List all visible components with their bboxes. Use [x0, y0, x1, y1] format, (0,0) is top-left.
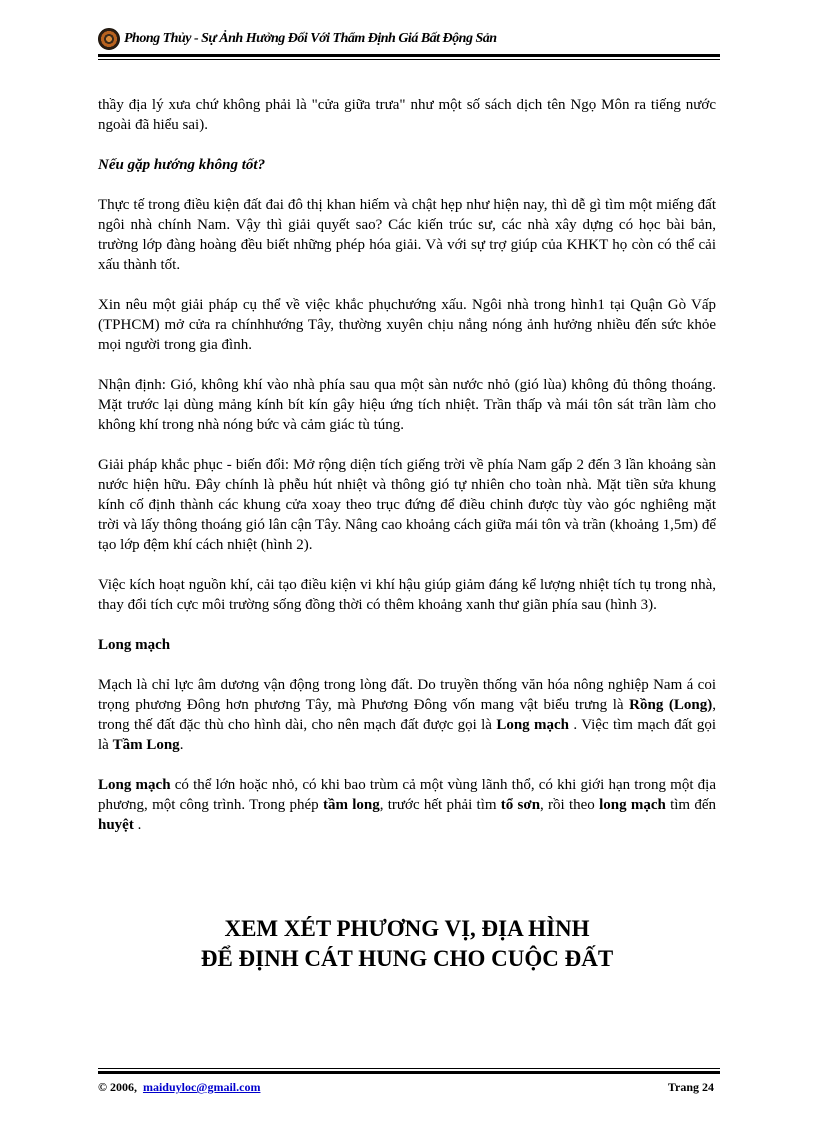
section-heading-long-mach: Long mạch	[98, 637, 171, 653]
text-run: .	[179, 737, 184, 753]
bold-term: long mạch	[599, 797, 666, 813]
bold-term: Rồng (Long)	[629, 697, 713, 713]
text-run: . Việc tìm mạch đất gọi là	[98, 717, 716, 753]
paragraph-8	[98, 775, 716, 835]
copyright-text: © 2006,	[98, 1080, 137, 1094]
text-run: .	[133, 817, 142, 833]
document-body	[98, 95, 716, 835]
chapter-title	[98, 914, 716, 974]
text-run: , rồi theo	[540, 797, 600, 813]
paragraph-3: Xin nêu một giải pháp cụ thể về việc khắc phụchướng xấu. Ngôi nhà trong hình1 tại Quận Gò Vấp (TPHCM) mở cửa ra chínhhướng Tây, thường xuyên chịu nắng nóng ảnh hưởng nhiều đến sức khỏe mọi người trong gia đình.	[98, 297, 716, 353]
header-rule-thin	[98, 59, 720, 60]
paragraph-7	[98, 675, 716, 755]
text-run: tìm đến	[665, 797, 717, 813]
chapter-title-line-2: ĐỂ ĐỊNH CÁT HUNG CHO CUỘC ĐẤT	[200, 946, 614, 971]
chapter-title-line-1: XEM XÉT PHƯƠNG VỊ, ĐỊA HÌNH	[224, 916, 590, 941]
header-title: Phong Thủy - Sự Ảnh Hưởng Đối Với Thẩm Định Giá Bất Động Sản	[124, 31, 497, 46]
text-run: , trước hết phải tìm	[379, 797, 501, 813]
section-heading-bad-direction: Nếu gặp hướng không tốt?	[98, 157, 266, 173]
bold-term: huyệt	[98, 817, 134, 833]
bold-term: tổ sơn	[500, 797, 541, 813]
text-run: Mạch là chỉ lực âm dương vận động trong lòng đất. Do truyền thống văn hóa nông nghiệp Nam á coi trọng phương Đông hơn phương Tây, mà Phương Đông vốn mang vật biểu trưng là	[98, 677, 716, 713]
paragraph-5: Giải pháp khắc phục - biến đổi: Mở rộng diện tích giếng trời về phía Nam gấp 2 đến 3 lần khoảng sàn nước hiện hữu. Đây chính là phễu hút nhiệt và thông gió tự nhiên cho toàn nhà. Mặt tiền sửa khung kính cố định thành các khung cửa xoay theo trục đứng để điều chỉnh được tùy vào góc nghiêng mặt trời và lấy thông thoáng gió lân cận Tây. Nâng cao khoảng cách giữa mái tôn và trần (khoảng 1,5m) để tạo lớp đệm khí cách nhiệt (hình 2).	[98, 457, 716, 553]
bold-term: Tầm Long	[112, 737, 180, 753]
bold-term: Long mạch	[496, 717, 570, 733]
paragraph-1: thầy địa lý xưa chứ không phải là "cửa giữa trưa" như một số sách dịch tên Ngọ Môn ra tiếng nước ngoài đã hiểu sai).	[98, 97, 716, 133]
bold-term: Long mạch	[98, 777, 171, 793]
text-run: , trong thế đất đặc thù cho hình dài, cho nên mạch đất được gọi là	[98, 697, 716, 733]
yin-yang-compass-icon	[98, 28, 120, 50]
footer-rule-thick	[98, 1071, 720, 1074]
header-rule-thick	[98, 54, 720, 57]
paragraph-4: Nhận định: Gió, không khí vào nhà phía sau qua một sàn nước nhỏ (gió lùa) không đủ thông thoáng. Mặt trước lại dùng mảng kính bít kín gây hiệu ứng tích nhiệt. Trần thấp và mái tôn sát trần làm cho không khí trong nhà nóng bức và cảm giác tù túng.	[98, 377, 716, 433]
paragraph-6: Việc kích hoạt nguồn khí, cải tạo điều kiện vi khí hậu giúp giảm đáng kể lượng nhiệt tích tụ trong nhà, thay đổi tích cực môi trường sống đồng thời có thêm khoảng xanh thư giãn phía sau (hình 3).	[98, 577, 716, 613]
paragraph-2: Thực tế trong điều kiện đất đai đô thị khan hiếm và chật hẹp như hiện nay, thì dễ gì tìm một miếng đất ngôi nhà chính Nam. Vậy thì giải quyết sao? Các kiến trúc sư, các nhà xây dựng có học bài bản, trường lớp đàng hoàng đều biết những phép hóa giải. Và với sự trợ giúp của KHKT họ còn có thể cải xấu thành tốt.	[98, 197, 716, 273]
page-header	[98, 28, 720, 54]
page-number: Trang 24	[667, 1080, 714, 1094]
bold-term: tầm long	[322, 797, 380, 813]
text-run: có thể lớn hoặc nhỏ, có khi bao trùm cả một vùng lãnh thổ, có khi giới hạn trong một địa phương, một công trình. Trong phép	[98, 777, 717, 813]
footer-copyright	[98, 1080, 260, 1095]
email-link[interactable]: maiduyloc@gmail.com	[142, 1080, 261, 1094]
footer-rule-thin	[98, 1068, 720, 1069]
